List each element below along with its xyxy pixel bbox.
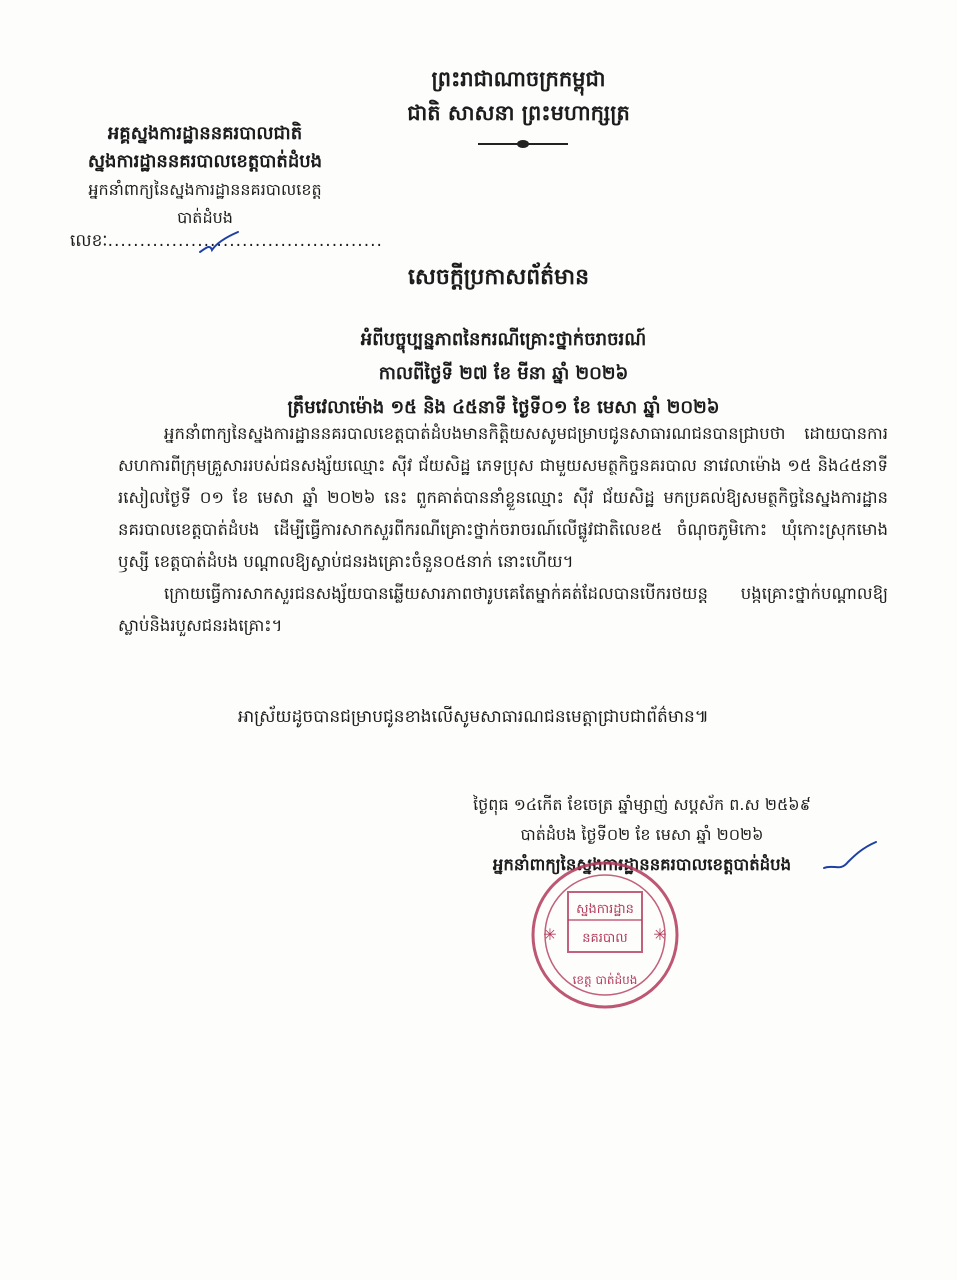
- pen-tick-mark: [160, 230, 280, 260]
- solar-date: បាត់ដំបង ថ្ងៃទី០២ ខែ មេសា ឆ្នាំ ២០២៦: [520, 825, 764, 844]
- ornament-divider: [478, 140, 568, 148]
- agency-provincial-commissariat: ស្នងការដ្ឋាននគរបាលខេត្តបាត់ដំបង: [87, 151, 323, 172]
- kingdom-motto: ជាតិ សាសនា ព្រះមហាក្សត្រ: [407, 101, 630, 125]
- kingdom-title: ព្រះរាជាណាចក្រកម្ពុជា: [431, 67, 606, 91]
- body-paragraph-2: ក្រោយធ្វើការសាកសួរជនសង្ស័យបានឆ្លើយសារភាពថារូបគេតែម្នាក់គត់ដែលបានបើករថយន្ត បង្កគ្រោះថ្នាក់បណ្តាលឱ្យស្លាប់និងរបួសជនរងគ្រោះ។: [118, 584, 888, 635]
- agency-general-commissariat: អគ្គស្នងការដ្ឋាននគរបាលជាតិ: [107, 123, 303, 144]
- signature-icon: [820, 838, 880, 878]
- official-seal-icon: [520, 860, 690, 1010]
- seal-text-bottom: ខេត្ត បាត់ដំបង: [572, 973, 638, 987]
- subject-line-3: ត្រឹមវេលាម៉ោង ១៥ និង ៤៥នាទី ថ្ងៃទី០១ ខែ មេសា ឆ្នាំ ២០២៦: [287, 397, 720, 418]
- reference-dots: ...........................................: [107, 231, 383, 251]
- closing-statement: អាស្រ័យដូចបានជម្រាបជូនខាងលើសូមសាធារណជនមេត្តាជ្រាបជាព័ត៌មាន៕: [238, 707, 709, 727]
- agency-spokesperson-line2: បាត់ដំបង: [177, 208, 233, 227]
- svg-text:✳: ✳: [543, 925, 557, 944]
- seal-text-top: ស្នងការដ្ឋាន: [576, 902, 634, 917]
- svg-text:✳: ✳: [653, 925, 667, 944]
- lunar-date: ថ្ងៃពុធ ១៤កើត ខែចេត្រ ឆ្នាំម្សាញ់ សប្តស័ក ព.ស ២៥៦៩: [473, 795, 811, 814]
- body-text: [118, 418, 888, 642]
- agency-header: [40, 120, 370, 232]
- signer-title: អ្នកនាំពាក្យនៃស្នងការដ្ឋាននគរបាលខេត្តបាត់ដំបង: [492, 855, 792, 874]
- agency-spokesperson-line1: អ្នកនាំពាក្យនៃស្នងការដ្ឋាននគរបាលខេត្ត: [88, 180, 322, 199]
- reference-label: លេខៈ: [70, 231, 108, 251]
- subject-line-1: អំពីបច្ចុប្បន្នភាពនៃករណីគ្រោះថ្នាក់ចរាចរណ៍: [360, 329, 647, 350]
- subject-line-2: កាលពីថ្ងៃទី ២៧ ខែ មីនា ឆ្នាំ ២០២៦: [378, 363, 629, 384]
- page-title: សេចក្តីប្រកាសព័ត៌មាន: [407, 265, 590, 290]
- body-paragraph-1: អ្នកនាំពាក្យនៃស្នងការដ្ឋាននគរបាលខេត្តបាត់ដំបងមានកិត្តិយសសូមជម្រាបជូនសាធារណជនបានជ្រាបថា ដោយបានការសហការពីក្រុមគ្រួសាររបស់ជនសង្ស័យឈ្មោះ ស៊ីវ ជ័យសិដ្ឋ ភេទប្រុស ជាមួយសមត្ថកិច្ចនគរបាល នាវេលាម៉ោង ១៥ និង៤៥នាទីរសៀលថ្ងៃទី ០១ ខែ មេសា ឆ្នាំ ២០២៦ នេះ ពួកគាត់បាននាំខ្លួនឈ្មោះ ស៊ីវ ជ័យសិដ្ឋ មកប្រគល់ឱ្យសមត្ថកិច្ចនៃស្នងការដ្ឋាននគរបាលខេត្តបាត់ដំបង ដើម្បីធ្វើការសាកសួរពីករណីគ្រោះថ្នាក់ចរាចរណ៍លើផ្លូវជាតិលេខ៥ ចំណុចភូមិកោះ ឃុំកោះស្រុកមោងឫស្សី ខេត្តបាត់ដំបង បណ្តាលឱ្យស្លាប់ជនរងគ្រោះចំនួន០៥នាក់ នោះហើយ។: [118, 424, 888, 571]
- seal-text-middle: នគរបាល: [582, 931, 628, 946]
- subject-block: [0, 323, 957, 425]
